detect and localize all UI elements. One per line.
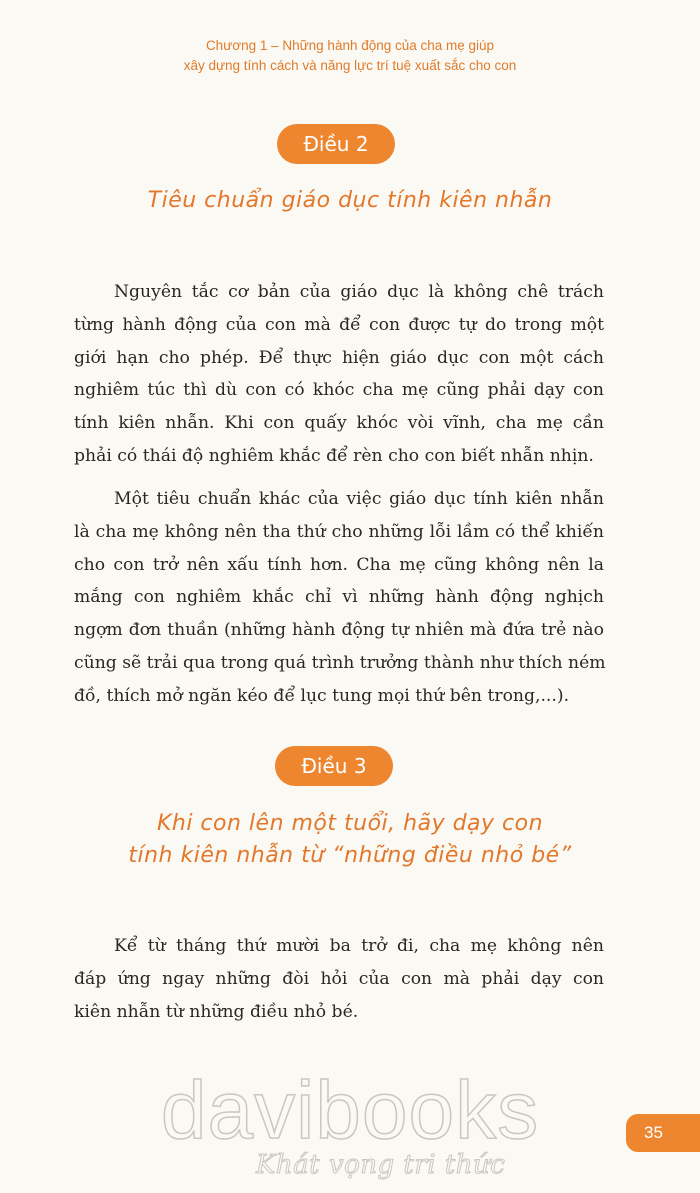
running-header <box>0 36 700 76</box>
section-title-line: Tiêu chuẩn giáo dục tính kiên nhẫn <box>147 188 553 213</box>
section-badge-dieu-2: Điều 2 <box>277 124 395 164</box>
paragraph-3 <box>74 930 604 1028</box>
paragraph-line: Một tiêu chuẩn khác của việc giáo dục tính kiên nhẫn <box>114 489 604 509</box>
paragraph-line: Kể từ tháng thứ mười ba trở đi, cha mẹ không nên <box>114 936 604 956</box>
paragraph-line: từng hành động của con mà để con được tự do trong một <box>74 314 604 335</box>
section-badge-dieu-3: Điều 3 <box>275 746 393 786</box>
paragraph-line: nghiêm túc thì dù con có khóc cha mẹ cũng phải dạy con <box>74 380 604 401</box>
paragraph-2 <box>74 483 604 713</box>
running-header-line-1: Chương 1 – Những hành động của cha mẹ giúp <box>205 38 495 53</box>
section-title-dieu-3 <box>0 808 700 872</box>
paragraph-line: ngợm đơn thuần (những hành động tự nhiên mà đứa trẻ nào <box>74 620 604 641</box>
watermark-logo: davibooks <box>160 1065 540 1156</box>
paragraph-1 <box>74 276 604 473</box>
paragraph-line: Nguyên tắc cơ bản của giáo dục là không chê trách <box>114 282 604 302</box>
paragraph-line: cho con trở nên xấu tính hơn. Cha mẹ cũng không nên la <box>74 554 604 575</box>
page-number-tab <box>626 1114 700 1152</box>
paragraph-line: tính kiên nhẫn. Khi con quấy khóc vòi vĩnh, cha mẹ cần <box>74 413 604 434</box>
watermark-tagline: Khát vọng tri thức <box>256 1150 506 1180</box>
page-number: 35 <box>644 1123 663 1142</box>
paragraph-line: cũng sẽ trải qua trong quá trình trưởng thành như thích ném <box>74 652 606 673</box>
paragraph-line: phải có thái độ nghiêm khắc để rèn cho con biết nhẫn nhịn. <box>74 445 594 466</box>
paragraph-line: đồ, thích mở ngăn kéo để lục tung mọi thứ bên trong,...). <box>74 685 570 706</box>
paragraph-line: là cha mẹ không nên tha thứ cho những lỗi lầm có thể khiến <box>74 521 604 542</box>
paragraph-line: đáp ứng ngay những đòi hỏi của con mà phải dạy con <box>74 968 604 989</box>
section-title-dieu-2 <box>0 185 700 217</box>
paragraph-line: kiên nhẫn từ những điều nhỏ bé. <box>74 1001 359 1022</box>
section-title-line: Khi con lên một tuổi, hãy dạy con <box>156 811 544 836</box>
running-header-line-2: xây dựng tính cách và năng lực trí tuệ xuất sắc cho con <box>183 58 517 73</box>
paragraph-line: mắng con nghiêm khắc chỉ vì những hành động nghịch <box>74 587 604 608</box>
section-title-line: tính kiên nhẫn từ “những điều nhỏ bé” <box>128 843 572 868</box>
paragraph-line: giới hạn cho phép. Để thực hiện giáo dục con một cách <box>74 347 604 368</box>
